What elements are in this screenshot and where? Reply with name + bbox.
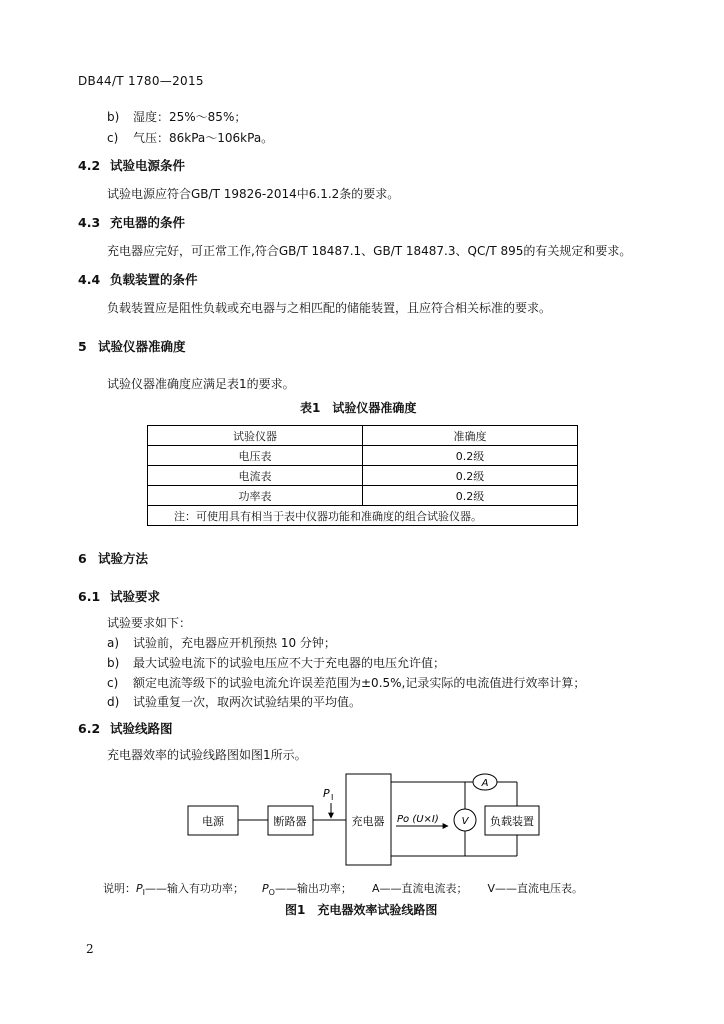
section-title: 试验方法 bbox=[98, 551, 149, 566]
list-text: 最大试验电流下的试验电压应不大于充电器的电压允许值； bbox=[133, 656, 446, 670]
figure-legend bbox=[103, 880, 583, 897]
load-label: 负载装置 bbox=[490, 815, 534, 828]
legend-po-desc: ——输出功率； bbox=[274, 882, 352, 895]
section-number: 4.2 bbox=[78, 158, 101, 173]
list-marker: d) bbox=[107, 695, 120, 709]
list-text: 额定电流等级下的试验电流允许误差范围为±0.5%,记录实际的电流值进行效率计算； bbox=[133, 676, 586, 690]
list-text: 气压：86kPa～106kPa。 bbox=[133, 131, 274, 145]
list-marker: c) bbox=[107, 676, 119, 690]
table-cell: 0.2级 bbox=[363, 466, 578, 486]
column-header: 试验仪器 bbox=[148, 426, 363, 446]
paragraph: 充电器应完好，可正常工作,符合GB/T 18487.1、GB/T 18487.3、QC/T 895的有关规定和要求。 bbox=[107, 244, 632, 258]
section-number: 6.1 bbox=[78, 589, 101, 604]
breaker-label: 断路器 bbox=[273, 815, 307, 828]
section-title: 负载装置的条件 bbox=[110, 272, 198, 287]
legend-prefix: 说明： bbox=[103, 882, 136, 895]
section-title: 充电器的条件 bbox=[110, 215, 186, 230]
section-number: 5 bbox=[78, 339, 87, 354]
list-text: 试验前，充电器应开机预热 10 分钟； bbox=[133, 636, 336, 650]
power-source-label: 电源 bbox=[202, 815, 224, 828]
ammeter-label: A bbox=[481, 778, 489, 789]
paragraph: 负载装置应是阻性负载或充电器与之相匹配的储能装置，且应符合相关标准的要求。 bbox=[107, 301, 552, 315]
section-title: 试验电源条件 bbox=[110, 158, 186, 173]
section-title: 试验仪器准确度 bbox=[98, 339, 186, 354]
input-power-symbol: P bbox=[323, 787, 330, 800]
section-number: 6 bbox=[78, 551, 87, 566]
paragraph: 试验仪器准确度应满足表1的要求。 bbox=[107, 377, 295, 391]
voltmeter-label: V bbox=[461, 816, 469, 827]
section-number: 4.4 bbox=[78, 272, 101, 287]
table-note: 注：可使用具有相当于表中仪器功能和准确度的组合试验仪器。 bbox=[148, 506, 578, 526]
legend-pi-symbol: P bbox=[136, 882, 143, 895]
legend-po-symbol: P bbox=[262, 882, 269, 895]
paragraph: 试验要求如下： bbox=[107, 616, 192, 630]
column-header: 准确度 bbox=[363, 426, 578, 446]
table-cell: 0.2级 bbox=[363, 446, 578, 466]
document-header: DB44/T 1780—2015 bbox=[78, 74, 204, 88]
section-number: 4.3 bbox=[78, 215, 101, 230]
list-marker: c) bbox=[107, 131, 119, 145]
table-caption: 表1 试验仪器准确度 bbox=[300, 401, 417, 415]
page-number: 2 bbox=[86, 942, 94, 956]
section-title: 试验线路图 bbox=[110, 721, 173, 736]
legend-ammeter-desc: A——直流电流表； bbox=[371, 882, 468, 895]
table-cell: 0.2级 bbox=[363, 486, 578, 506]
table-cell: 电流表 bbox=[148, 466, 363, 486]
table-cell: 功率表 bbox=[148, 486, 363, 506]
section-number: 6.2 bbox=[78, 721, 101, 736]
figure-caption: 图1 充电器效率试验线路图 bbox=[285, 903, 438, 917]
output-power-label: Po (U×I) bbox=[397, 814, 439, 825]
input-power-subscript: I bbox=[331, 793, 334, 802]
legend-pi-subscript: I bbox=[142, 888, 145, 898]
legend-po-subscript: O bbox=[268, 888, 275, 898]
paragraph: 试验电源应符合GB/T 19826-2014中6.1.2条的要求。 bbox=[107, 187, 400, 201]
list-marker: a) bbox=[107, 636, 120, 650]
legend-voltmeter-desc: V——直流电压表。 bbox=[487, 882, 583, 895]
paragraph: 充电器效率的试验线路图如图1所示。 bbox=[107, 748, 307, 762]
list-marker: b) bbox=[107, 110, 120, 124]
list-text: 湿度：25%～85%； bbox=[133, 110, 247, 124]
charger-label: 充电器 bbox=[351, 815, 385, 828]
section-title: 试验要求 bbox=[110, 589, 161, 604]
list-text: 试验重复一次，取两次试验结果的平均值。 bbox=[133, 695, 362, 709]
list-marker: b) bbox=[107, 656, 120, 670]
table-cell: 电压表 bbox=[148, 446, 363, 466]
legend-pi-desc: ——输入有功功率； bbox=[145, 882, 244, 895]
